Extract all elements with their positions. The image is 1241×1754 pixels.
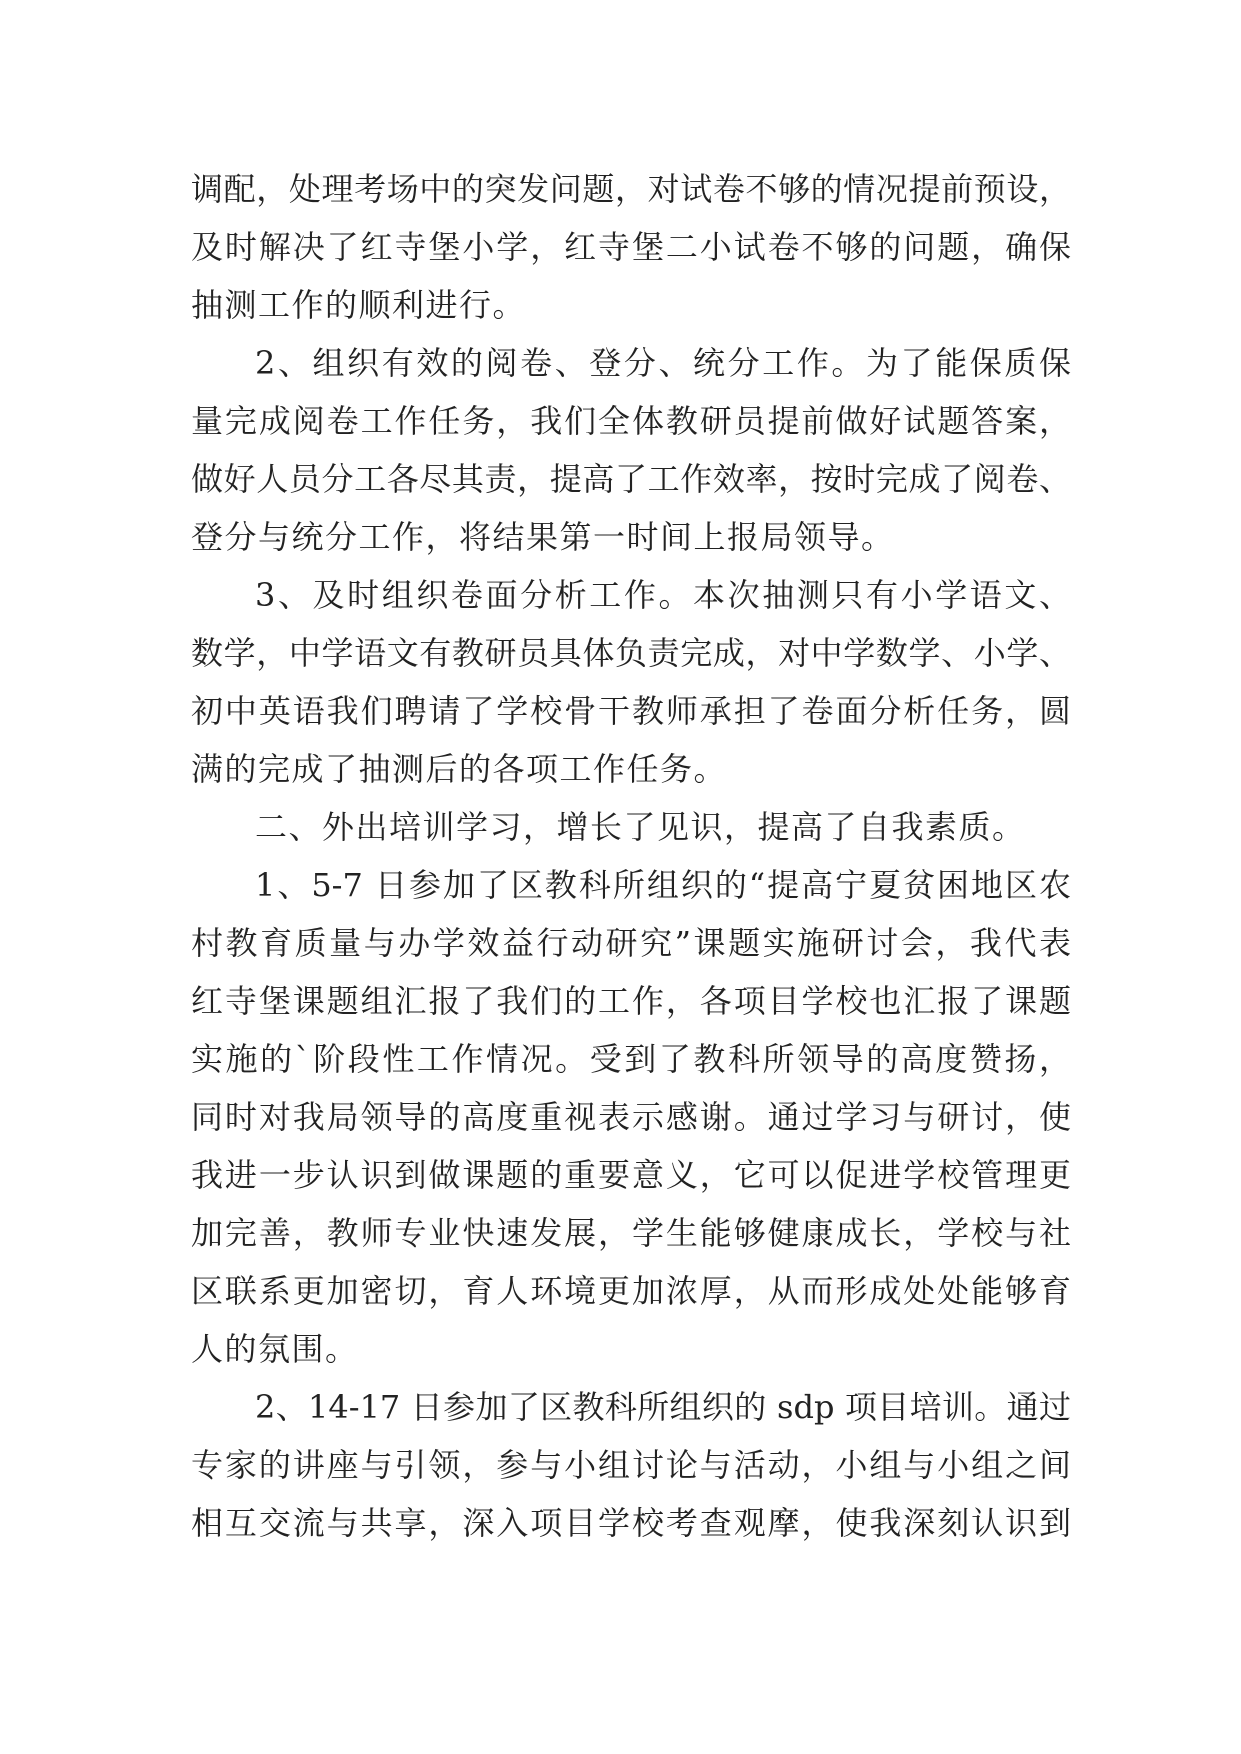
text-line: 实施的`阶段性工作情况。受到了教科所领导的高度赞扬， xyxy=(191,1040,1071,1078)
text-line: 2、14-17 日参加了区教科所组织的 sdp 项目培训。通过 xyxy=(255,1388,1071,1426)
text-line: 初中英语我们聘请了学校骨干教师承担了卷面分析任务，圆 xyxy=(191,692,1071,730)
text-line: 加完善，教师专业快速发展，学生能够健康成长，学校与社 xyxy=(191,1214,1071,1252)
paragraph xyxy=(191,566,1071,798)
text-line: 村教育质量与办学效益行动研究”课题实施研讨会，我代表 xyxy=(191,924,1071,962)
text-line: 抽测工作的顺利进行。 xyxy=(191,286,527,324)
paragraph xyxy=(191,334,1071,566)
text-line: 登分与统分工作，将结果第一时间上报局领导。 xyxy=(191,518,895,556)
text-line: 红寺堡课题组汇报了我们的工作，各项目学校也汇报了课题 xyxy=(191,982,1071,1020)
text-line: 2、组织有效的阅卷、登分、统分工作。为了能保质保 xyxy=(255,344,1071,382)
text-line: 二、外出培训学习，增长了见识，提高了自我素质。 xyxy=(255,808,1026,846)
text-line: 人的氛围。 xyxy=(191,1330,359,1368)
text-line: 满的完成了抽测后的各项工作任务。 xyxy=(191,750,728,788)
paragraph xyxy=(191,160,1071,334)
text-line: 量完成阅卷工作任务，我们全体教研员提前做好试题答案， xyxy=(191,402,1071,440)
paragraph xyxy=(191,856,1071,1378)
text-line: 同时对我局领导的高度重视表示感谢。通过学习与研讨，使 xyxy=(191,1098,1071,1136)
text-line: 相互交流与共享，深入项目学校考查观摩，使我深刻认识到 xyxy=(191,1504,1071,1542)
document-body xyxy=(191,160,1071,1552)
text-line: 我进一步认识到做课题的重要意义，它可以促进学校管理更 xyxy=(191,1156,1071,1194)
paragraph xyxy=(191,798,1071,856)
text-line: 1、5-7 日参加了区教科所组织的“提高宁夏贫困地区农 xyxy=(255,866,1071,904)
text-line: 3、及时组织卷面分析工作。本次抽测只有小学语文、 xyxy=(255,576,1071,614)
text-line: 调配，处理考场中的突发问题，对试卷不够的情况提前预设， xyxy=(191,170,1071,208)
paragraph xyxy=(191,1378,1071,1552)
text-line: 做好人员分工各尽其责，提高了工作效率，按时完成了阅卷、 xyxy=(191,460,1071,498)
text-line: 数学，中学语文有教研员具体负责完成，对中学数学、小学、 xyxy=(191,634,1071,672)
text-line: 专家的讲座与引领，参与小组讨论与活动，小组与小组之间 xyxy=(191,1446,1071,1484)
text-line: 及时解决了红寺堡小学，红寺堡二小试卷不够的问题，确保 xyxy=(191,228,1071,266)
text-line: 区联系更加密切，育人环境更加浓厚，从而形成处处能够育 xyxy=(191,1272,1071,1310)
